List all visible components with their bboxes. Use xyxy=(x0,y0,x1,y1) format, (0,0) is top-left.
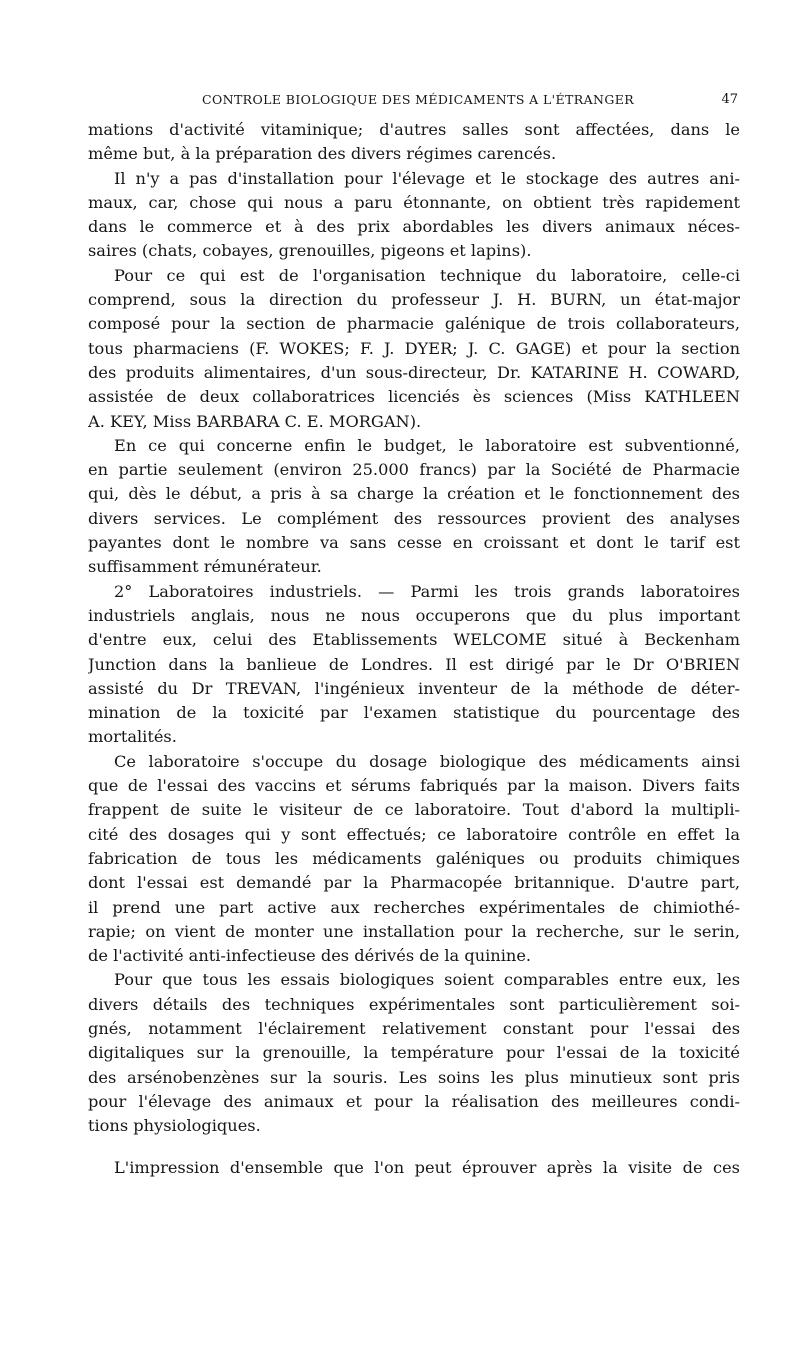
text-line: divers détails des techniques expérimentales sont particulièrement soi- xyxy=(88,994,740,1014)
text-line: il prend une part active aux recherches expérimentales de chimiothé- xyxy=(88,897,740,917)
text-line: Il n'y a pas d'installation pour l'élevage et le stockage des autres ani- xyxy=(114,168,740,188)
text-line: mination de la toxicité par l'examen statistique du pourcentage des xyxy=(88,703,740,723)
text-line: que de l'essai des vaccins et sérums fabriqués par la maison. Divers faits xyxy=(88,776,740,796)
text-line: industriels anglais, nous ne nous occuperons que du plus important xyxy=(88,605,740,625)
text-line: Pour que tous les essais biologiques soient comparables entre eux, les xyxy=(114,970,740,990)
text-line: en partie seulement (environ 25.000 francs) par la Société de Pharmacie xyxy=(88,460,740,480)
text-line: composé pour la section de pharmacie galénique de trois collaborateurs, xyxy=(88,314,740,334)
text-line: des produits alimentaires, d'un sous-directeur, Dr. KATARINE H. COWARD, xyxy=(88,362,740,382)
body-text xyxy=(88,118,740,1181)
text-line: suffisamment rémunérateur. xyxy=(88,557,322,577)
paragraph-lines xyxy=(88,118,740,1138)
text-line: tous pharmaciens (F. WOKES; F. J. DYER; J. C. GAGE) et pour la section xyxy=(88,338,740,358)
text-line: d'entre eux, celui des Etablissements WELCOME situé à Beckenham xyxy=(88,630,740,650)
page-header xyxy=(90,92,738,112)
text-line: A. KEY, Miss BARBARA C. E. MORGAN). xyxy=(88,411,422,431)
text-line: tions physiologiques. xyxy=(88,1116,261,1136)
text-line: mations d'activité vitaminique; d'autres salles sont affectées, dans le xyxy=(88,120,740,139)
text-line: En ce qui concerne enfin le budget, le laboratoire est subventionné, xyxy=(114,435,740,455)
text-line: gnés, notamment l'éclairement relativement constant pour l'essai des xyxy=(88,1018,740,1038)
text-line: 2° Laboratoires industriels. — Parmi les trois grands laboratoires xyxy=(114,581,740,601)
text-line: comprend, sous la direction du professeur J. H. BURN, un état-major xyxy=(88,290,740,310)
text-line: dans le commerce et à des prix abordables les divers animaux néces- xyxy=(88,217,740,237)
text-line: rapie; on vient de monter une installation pour la recherche, sur le serin, xyxy=(88,921,740,941)
text-line: même but, à la préparation des divers régimes carencés. xyxy=(88,144,557,164)
page-number: 47 xyxy=(721,92,738,107)
text-line: qui, dès le début, a pris à sa charge la création et le fonctionnement des xyxy=(88,484,740,504)
text-line: maux, car, chose qui nous a paru étonnante, on obtient très rapidement xyxy=(88,192,740,212)
text-line: assisté du Dr TREVAN, l'ingénieux inventeur de la méthode de déter- xyxy=(88,678,740,698)
text-line: fabrication de tous les médicaments galéniques ou produits chimiques xyxy=(88,848,740,868)
text-line: Junction dans la banlieue de Londres. Il est dirigé par le Dr O'BRIEN xyxy=(88,654,740,674)
section-gap xyxy=(88,1138,740,1156)
text-line: mortalités. xyxy=(88,727,177,747)
text-line: dont l'essai est demandé par la Pharmacopée britannique. D'autre part, xyxy=(88,873,740,893)
text-line: frappent de suite le visiteur de ce laboratoire. Tout d'abord la multipli- xyxy=(88,800,740,820)
closing-line: L'impression d'ensemble que l'on peut éprouver après la visite de ces xyxy=(114,1158,740,1178)
text-line: saires (chats, cobayes, grenouilles, pigeons et lapins). xyxy=(88,241,532,261)
text-line: Ce laboratoire s'occupe du dosage biologique des médicaments ainsi xyxy=(114,751,740,771)
text-line: pour l'élevage des animaux et pour la réalisation des meilleures condi- xyxy=(88,1091,740,1111)
text-line: digitaliques sur la grenouille, la température pour l'essai de la toxicité xyxy=(88,1043,740,1063)
text-line: cité des dosages qui y sont effectués; ce laboratoire contrôle en effet la xyxy=(88,824,740,844)
text-line: des arsénobenzènes sur la souris. Les soins les plus minutieux sont pris xyxy=(88,1067,740,1087)
text-line: payantes dont le nombre va sans cesse en croissant et dont le tarif est xyxy=(88,533,740,553)
text-line: divers services. Le complément des ressources provient des analyses xyxy=(88,508,740,528)
text-line: Pour ce qui est de l'organisation technique du laboratoire, celle-ci xyxy=(114,265,740,285)
running-title: CONTROLE BIOLOGIQUE DES MÉDICAMENTS A L'ÉTRANGER xyxy=(202,92,635,107)
text-line: assistée de deux collaboratrices licenciés ès sciences (Miss KATHLEEN xyxy=(88,387,740,407)
text-line: de l'activité anti-infectieuse des dérivés de la quinine. xyxy=(88,946,532,966)
